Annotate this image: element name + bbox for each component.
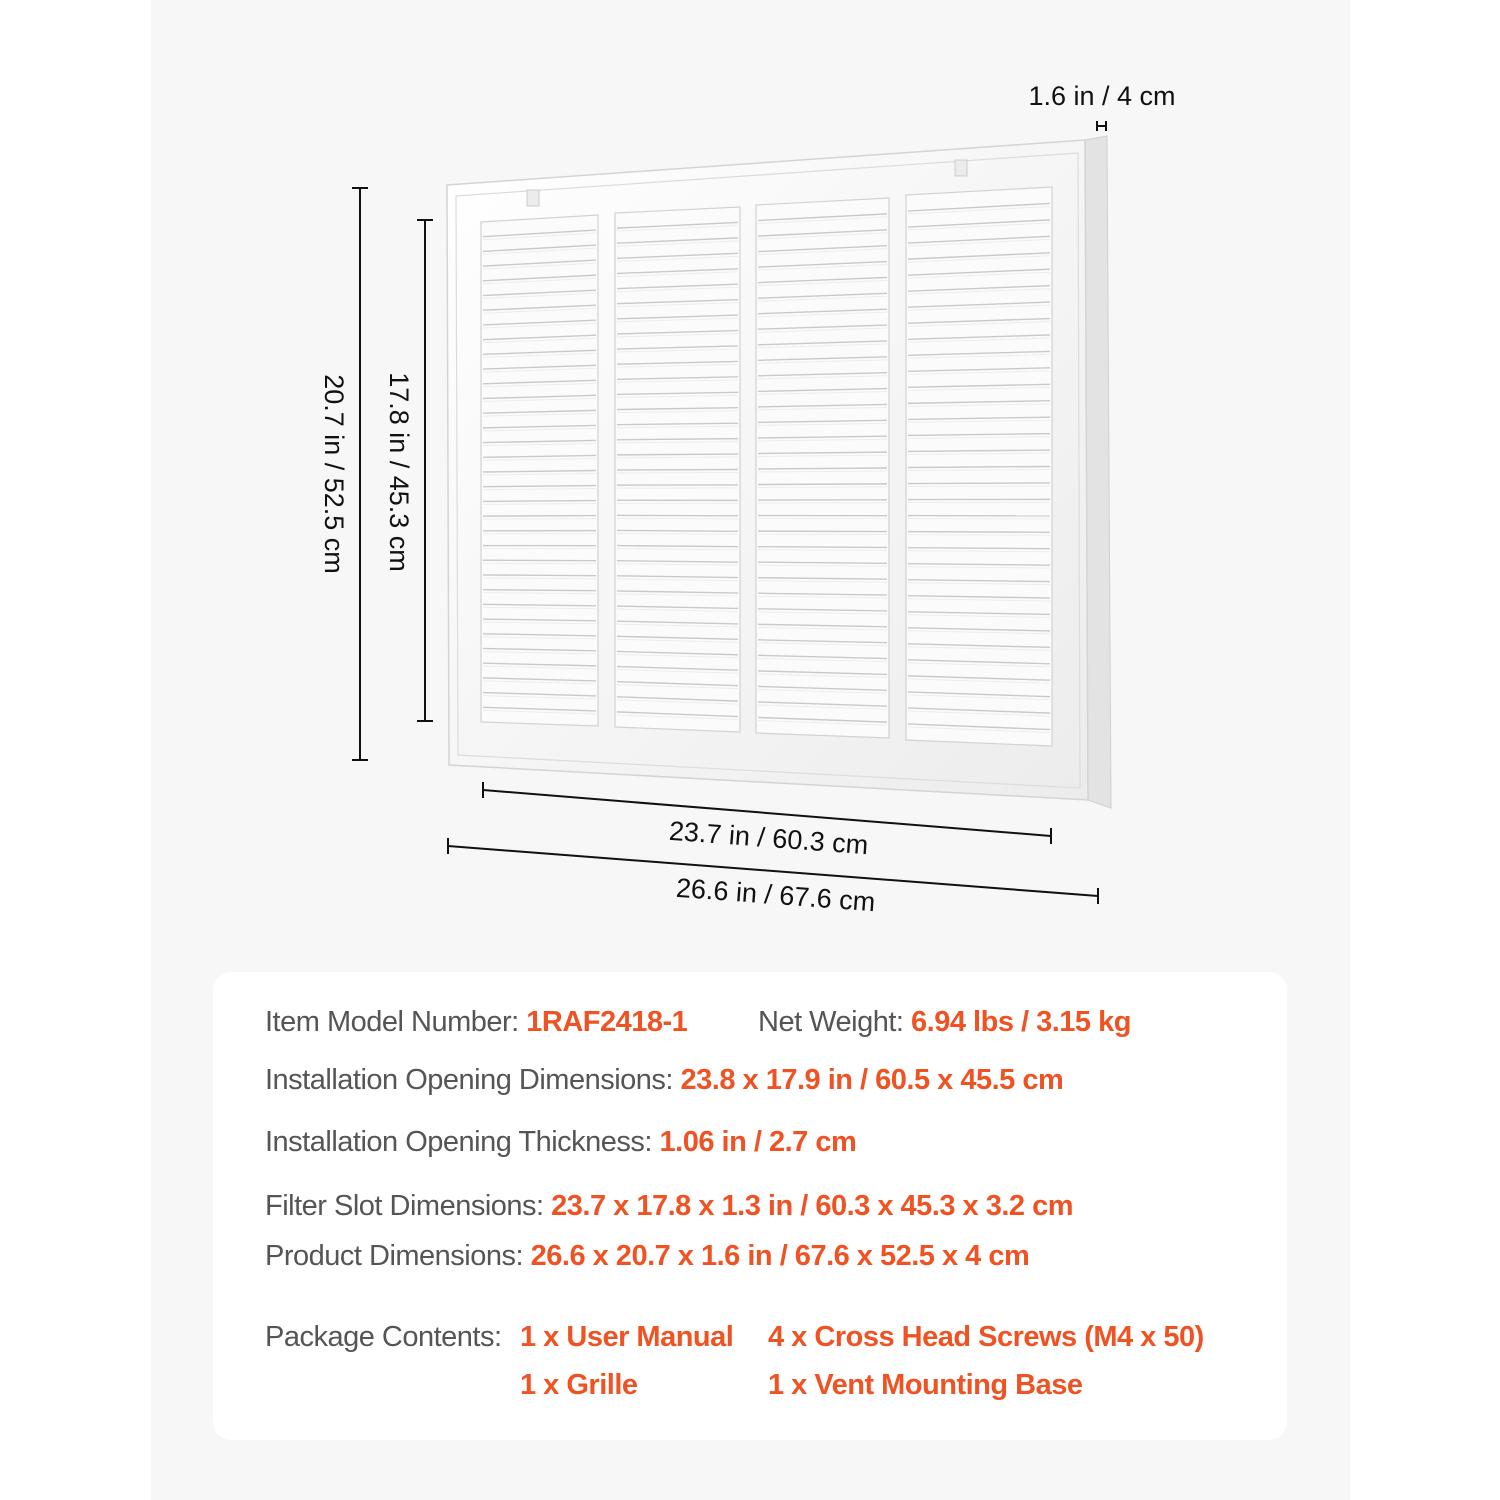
weight-value: 6.94 lbs / 3.15 kg	[911, 1006, 1131, 1038]
package-item: 1 x Vent Mounting Base	[768, 1369, 1083, 1401]
grille-image	[447, 136, 1111, 808]
opening-dims-label: Installation Opening Dimensions:	[265, 1064, 673, 1096]
opening-dims-row	[265, 1064, 1063, 1097]
outer-width-label: 26.6 in / 67.6 cm	[675, 872, 877, 918]
filter-slot-row	[265, 1190, 1073, 1223]
opening-thickness-label: Installation Opening Thickness:	[265, 1126, 652, 1158]
package-item: 4 x Cross Head Screws (M4 x 50)	[768, 1321, 1204, 1353]
depth-label: 1.6 in / 4 cm	[1028, 81, 1176, 111]
inner-width-label: 23.7 in / 60.3 cm	[668, 815, 870, 861]
product-dims-row	[265, 1240, 1029, 1273]
package-label-text: Package Contents:	[265, 1321, 502, 1353]
opening-thickness-value: 1.06 in / 2.7 cm	[659, 1126, 857, 1158]
opening-thickness-row	[265, 1126, 856, 1159]
product-dims-label: Product Dimensions:	[265, 1240, 524, 1272]
model-label: Item Model Number:	[265, 1006, 519, 1038]
opening-dims-value: 23.8 x 17.9 in / 60.5 x 45.5 cm	[680, 1064, 1064, 1096]
package-item: 1 x User Manual	[520, 1321, 734, 1353]
package-item: 1 x Grille	[520, 1369, 638, 1401]
model-value: 1RAF2418-1	[526, 1006, 688, 1038]
inner-height-dimension	[417, 220, 433, 721]
product-dims-value: 26.6 x 20.7 x 1.6 in / 67.6 x 52.5 x 4 cm	[530, 1240, 1030, 1272]
filter-slot-label: Filter Slot Dimensions:	[265, 1190, 544, 1222]
depth-dimension	[1097, 121, 1106, 131]
filter-slot-value: 23.7 x 17.8 x 1.3 in / 60.3 x 45.3 x 3.2 cm	[551, 1190, 1073, 1222]
outer-height-dimension	[352, 188, 368, 760]
model-row	[265, 1006, 687, 1039]
package-label	[265, 1321, 502, 1354]
weight-row	[758, 1006, 1131, 1039]
inner-height-label: 17.8 in / 45.3 cm	[384, 372, 414, 572]
outer-height-label: 20.7 in / 52.5 cm	[319, 374, 349, 574]
weight-label: Net Weight:	[758, 1006, 904, 1038]
